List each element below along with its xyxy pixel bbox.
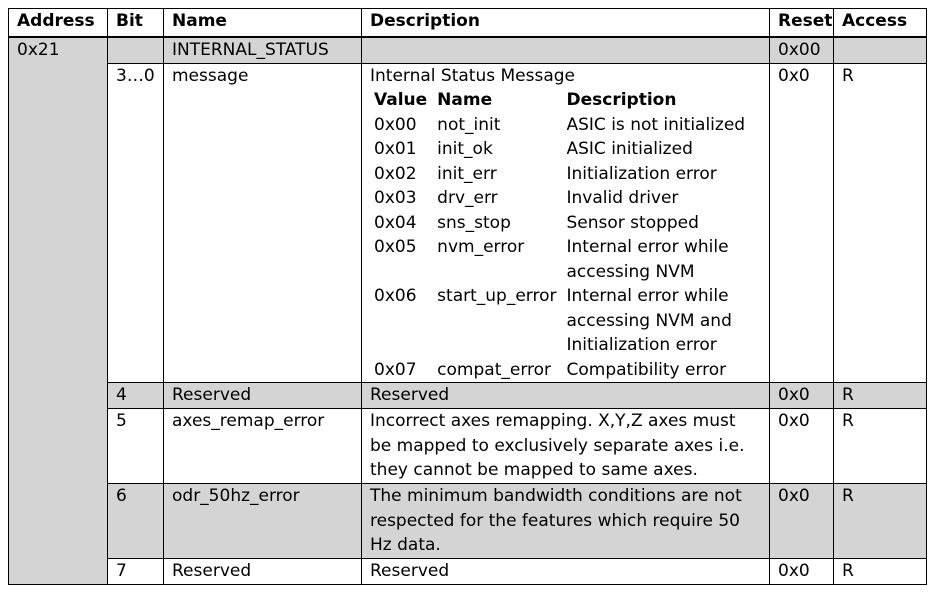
value-description (567, 113, 756, 138)
access-cell: R (834, 63, 927, 383)
reset-cell: 0x0 (770, 484, 834, 559)
bit-cell: 3…0 (108, 63, 164, 383)
value-row (374, 284, 755, 358)
field-description (362, 409, 770, 484)
register-name: INTERNAL_STATUS (164, 37, 362, 63)
value-name: nvm_error (437, 237, 525, 257)
header-bit: Bit (108, 9, 164, 38)
value-code: 0x00 (374, 114, 417, 135)
register-table (8, 8, 927, 585)
description-line: ASIC is not initialized (566, 114, 746, 135)
value-name: start_up_error (437, 286, 557, 306)
header-reset: Reset (770, 9, 834, 38)
table-row (9, 383, 927, 409)
table-row (9, 559, 927, 585)
reset-cell: 0x0 (770, 383, 834, 409)
description-line: Hz data. (370, 535, 441, 555)
table-row (9, 409, 927, 484)
bit-cell: 6 (108, 484, 164, 559)
description-line: ASIC initialized (566, 139, 693, 159)
register-address: 0x21 (9, 37, 108, 584)
value-code: 0x03 (374, 188, 417, 208)
access-cell: R (834, 559, 927, 585)
value-row (374, 358, 755, 383)
register-bit-cell (108, 37, 164, 63)
description-line: Reserved (370, 385, 450, 405)
header-description: Description (362, 9, 770, 38)
field-name: Reserved (164, 559, 362, 585)
description-line: Sensor stopped (566, 212, 699, 233)
value-name: sns_stop (437, 212, 511, 233)
reset-cell: 0x0 (770, 409, 834, 484)
reset-cell: 0x0 (770, 559, 834, 585)
register-description-cell (362, 37, 770, 63)
field-name: message (164, 63, 362, 383)
value-table-header (374, 88, 755, 113)
reset-cell: 0x0 (770, 63, 834, 383)
value-name: init_ok (437, 139, 493, 159)
value-description-header: Description (566, 90, 677, 110)
value-table (374, 88, 755, 382)
description-line: Internal Status Message (370, 65, 576, 86)
header-access: Access (834, 9, 927, 38)
value-name: compat_error (437, 359, 552, 380)
field-name: Reserved (164, 383, 362, 409)
access-cell: R (834, 484, 927, 559)
value-code: 0x06 (374, 286, 417, 306)
value-description (567, 358, 756, 383)
value-row (374, 162, 755, 187)
field-description (362, 559, 770, 585)
field-description (362, 383, 770, 409)
field-description (362, 484, 770, 559)
value-code: 0x04 (374, 212, 417, 233)
description-line: Initialization error (566, 335, 717, 355)
bit-cell: 7 (108, 559, 164, 585)
field-description (362, 63, 770, 383)
value-row (374, 186, 755, 211)
value-row (374, 113, 755, 138)
description-line: be mapped to exclusively separate axes i.e. (370, 435, 745, 456)
field-name: axes_remap_error (164, 409, 362, 484)
value-name: not_init (437, 114, 501, 135)
header-address: Address (9, 9, 108, 38)
description-line: Internal error while (566, 286, 729, 306)
value-description (567, 235, 756, 284)
description-line: Invalid driver (566, 188, 679, 208)
value-description (567, 284, 756, 358)
description-line: Incorrect axes remapping. X,Y,Z axes must (370, 411, 736, 431)
value-name: init_err (437, 163, 497, 184)
description-line: Reserved (370, 561, 450, 581)
value-description (567, 211, 756, 236)
value-description (567, 137, 756, 162)
value-row (374, 137, 755, 162)
register-access-cell (834, 37, 927, 63)
value-description (567, 186, 756, 211)
value-name: drv_err (437, 188, 498, 208)
value-code: 0x05 (374, 237, 417, 257)
register-row (9, 37, 927, 63)
value-code: 0x01 (374, 139, 417, 159)
register-reset: 0x00 (770, 37, 834, 63)
description-line: The minimum bandwidth conditions are not (370, 486, 742, 506)
bit-cell: 5 (108, 409, 164, 484)
description-line: accessing NVM and (566, 310, 732, 331)
access-cell: R (834, 409, 927, 484)
value-description (567, 162, 756, 187)
value-code: 0x07 (374, 359, 417, 380)
bit-cell: 4 (108, 383, 164, 409)
description-line: Initialization error (566, 163, 717, 184)
description-line: accessing NVM (566, 261, 695, 282)
access-cell: R (834, 383, 927, 409)
value-header: Value (374, 90, 428, 110)
description-line: Internal error while (566, 237, 729, 257)
description-line: Compatibility error (566, 359, 727, 380)
value-name-header: Name (437, 90, 493, 110)
value-row (374, 235, 755, 284)
field-name: odr_50hz_error (164, 484, 362, 559)
header-row (9, 9, 927, 38)
table-row (9, 63, 927, 383)
value-code: 0x02 (374, 163, 417, 184)
description-line: they cannot be mapped to same axes. (370, 460, 698, 480)
value-row (374, 211, 755, 236)
header-name: Name (164, 9, 362, 38)
description-line: respected for the features which require 50 (370, 510, 740, 531)
table-row (9, 484, 927, 559)
